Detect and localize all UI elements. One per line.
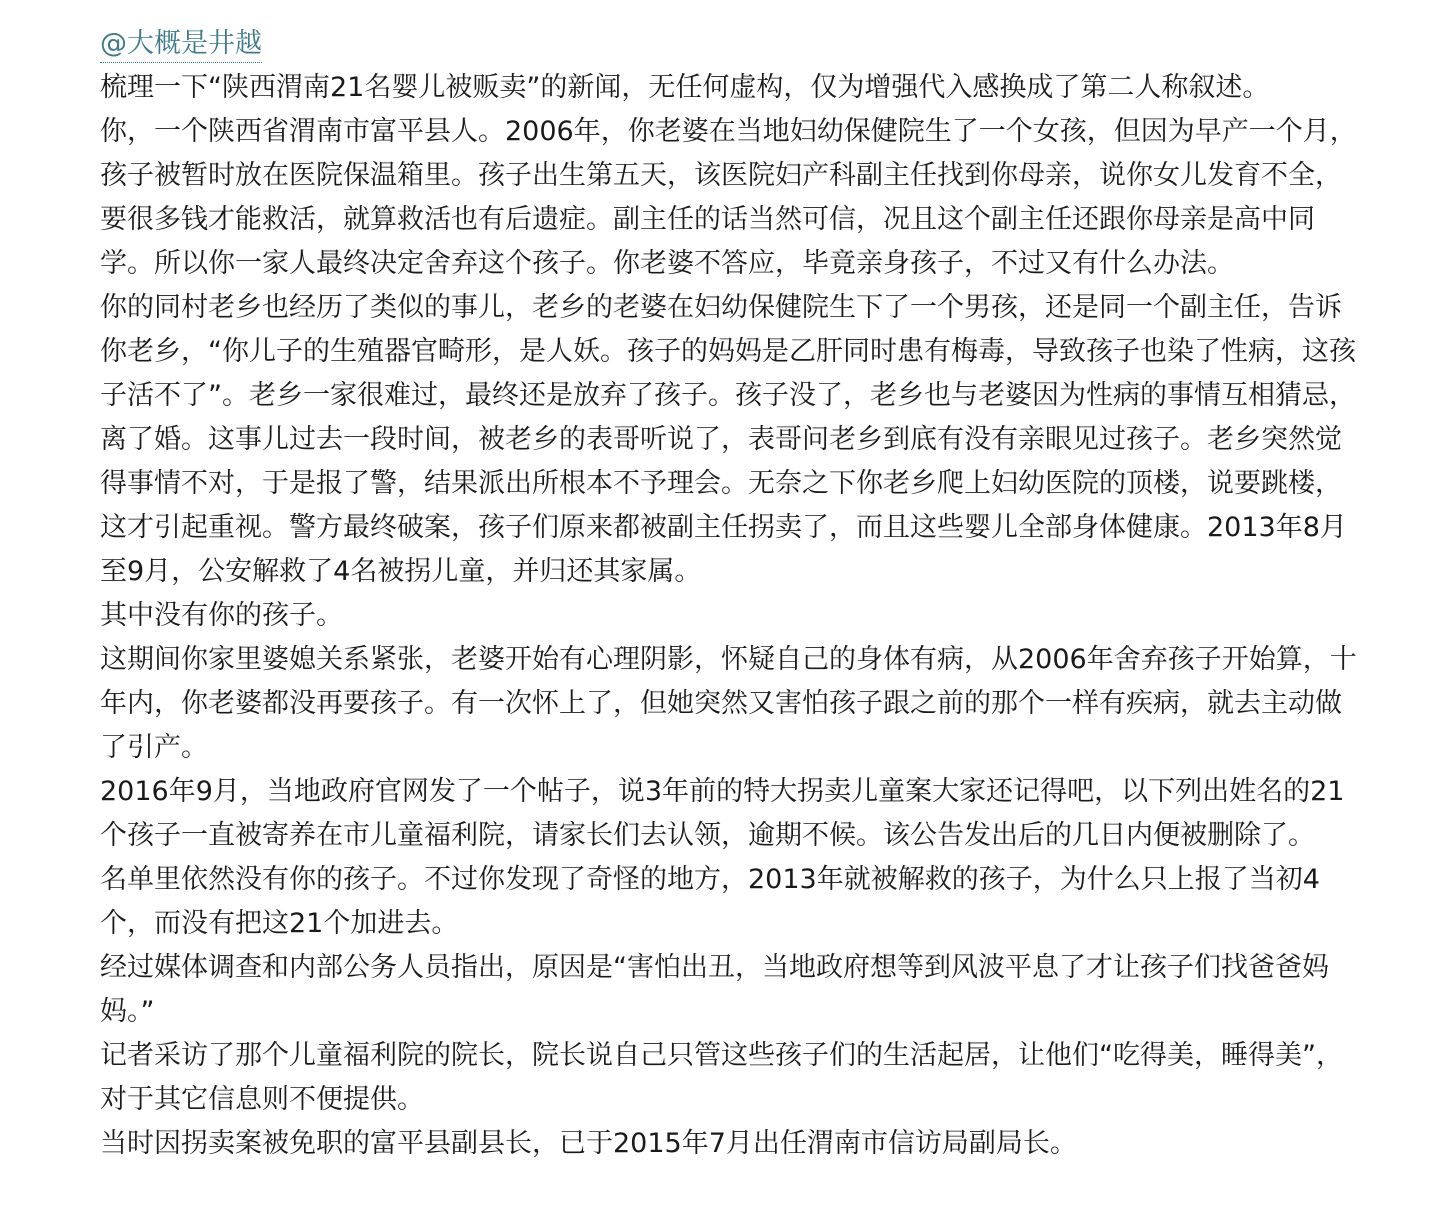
author-link[interactable]: @大概是井越 [100,26,262,63]
paragraph-story-3: 其中没有你的孩子。 [100,600,343,631]
paragraph-story-6: 名单里依然没有你的孩子。不过你发现了奇怪的地方，2013年就被解救的孩子，为什么只上报了当初4个，而没有把这21个加进去。 [100,864,1320,939]
paragraph-story-1: 你，一个陕西省渭南市富平县人。2006年，你老婆在当地妇幼保健院生了一个女孩，但因为早产一个月，孩子被暂时放在医院保温箱里。孩子出生第五天，该医院妇产科副主任找到你母亲，说你女儿发育不全，要很多钱才能救活，就算救活也有后遗症。副主任的话当然可信，况且这个副主任还跟你母亲是高中同学。所以你一家人最终决定舍弃这个孩子。你老婆不答应，毕竟亲身孩子，不过又有什么办法。 [100,116,1357,279]
paragraph-story-8: 记者采访了那个儿童福利院的院长，院长说自己只管这些孩子们的生活起居，让他们“吃得美，睡得美”，对于其它信息则不便提供。 [100,1040,1343,1115]
paragraph-story-9: 当时因拐卖案被免职的富平县副县长，已于2015年7月出任渭南市信访局副局长。 [100,1128,1077,1159]
paragraph-intro: 梳理一下“陕西渭南21名婴儿被贩卖”的新闻，无任何虚构，仅为增强代入感换成了第二人称叙述。 [100,72,1270,103]
post-body [100,22,1368,1166]
paragraph-story-7: 经过媒体调查和内部公务人员指出，原因是“害怕出丑，当地政府想等到风波平息了才让孩子们找爸爸妈妈。” [100,952,1329,1027]
paragraph-story-5: 2016年9月，当地政府官网发了一个帖子，说3年前的特大拐卖儿童案大家还记得吧，以下列出姓名的21个孩子一直被寄养在市儿童福利院，请家长们去认领，逾期不候。该公告发出后的几日内便被删除了。 [100,776,1345,851]
paragraph-story-2: 你的同村老乡也经历了类似的事儿，老乡的老婆在妇幼保健院生下了一个男孩，还是同一个副主任，告诉你老乡，“你儿子的生殖器官畸形，是人妖。孩子的妈妈是乙肝同时患有梅毒，导致孩子也染了性病，这孩子活不了”。老乡一家很难过，最终还是放弃了孩子。孩子没了，老乡也与老婆因为性病的事情互相猜忌，离了婚。这事儿过去一段时间，被老乡的表哥听说了，表哥问老乡到底有没有亲眼见过孩子。老乡突然觉得事情不对，于是报了警，结果派出所根本不予理会。无奈之下你老乡爬上妇幼医院的顶楼，说要跳楼，这才引起重视。警方最终破案，孩子们原来都被副主任拐卖了，而且这些婴儿全部身体健康。2013年8月至9月，公安解救了4名被拐儿童，并归还其家属。 [100,292,1356,587]
paragraph-story-4: 这期间你家里婆媳关系紧张，老婆开始有心理阴影，怀疑自己的身体有病，从2006年舍弃孩子开始算，十年内，你老婆都没再要孩子。有一次怀上了，但她突然又害怕孩子跟之前的那个一样有疾病，就去主动做了引产。 [100,644,1357,763]
